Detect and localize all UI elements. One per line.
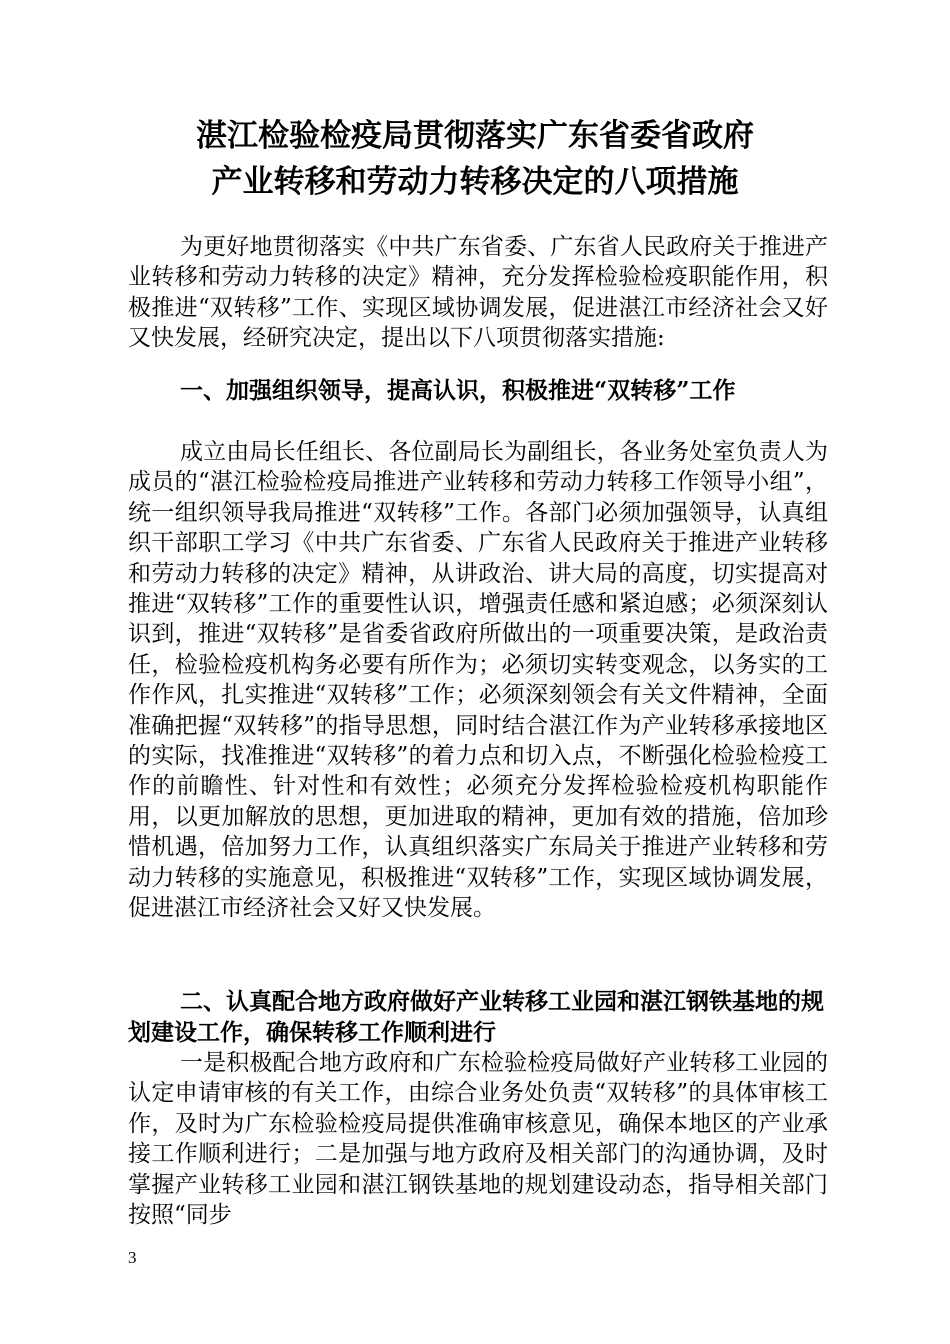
document-title-line-1: 湛江检验检疫局贯彻落实广东省委省政府 [196, 118, 754, 154]
section-1-heading: 一、加强组织领导，提高认识，积极推进“双转移”工作 [180, 377, 736, 404]
section-2-heading: 二、认真配合地方政府做好产业转移工业园和湛江钢铁基地的规划建设工作，确保转移工作顺利进行 [128, 988, 824, 1046]
section-2-body: 一是积极配合地方政府和广东检验检疫局做好产业转移工业园的认定申请审核的有关工作，由综合业务处负责“双转移”的具体审核工作，及时为广东检验检疫局提供准确审核意见，确保本地区的产业承接工作顺利进行；二是加强与地方政府及相关部门的沟通协调，及时掌握产业转移工业园和湛江钢铁基地的规划建设动态，指导相关部门按照“同步 [128, 1050, 828, 1229]
section-1-body: 成立由局长任组长、各位副局长为副组长，各业务处室负责人为成员的“湛江检验检疫局推进产业转移和劳动力转移工作领导小组”，统一组织领导我局推进“双转移”工作。各部门必须加强领导，认真组织干部职工学习《中共广东省委、广东省人民政府关于推进产业转移和劳动力转移的决定》精神，从讲政治、讲大局的高度，切实提高对推进“双转移”工作的重要性认识，增强责任感和紧迫感；必须深刻认识到，推进“双转移”是省委省政府所做出的一项重要决策，是政治责任，检验检疫机构务必要有所作为；必须切实转变观念，以务实的工作作风，扎实推进“双转移”工作；必须深刻领会有关文件精神，全面准确把握“双转移”的指导思想，同时结合湛江作为产业转移承接地区的实际，找准推进“双转移”的着力点和切入点，不断强化检验检疫工作的前瞻性、针对性和有效性；必须充分发挥检验检疫机构职能作用，以更加解放的思想，更加进取的精神，更加有效的措施，倍加珍惜机遇，倍加努力工作，认真组织落实广东局关于推进产业转移和劳动力转移的实施意见，积极推进“双转移”工作，实现区域协调发展，促进湛江市经济社会又好又快发展。 [128, 439, 828, 922]
document-title-line-2: 产业转移和劳动力转移决定的八项措施 [211, 164, 739, 200]
intro-paragraph: 为更好地贯彻落实《中共广东省委、广东省人民政府关于推进产业转移和劳动力转移的决定》精神，充分发挥检验检疫职能作用，积极推进“双转移”工作、实现区域协调发展，促进湛江市经济社会又好又快发展，经研究决定，提出以下八项贯彻落实措施: [128, 234, 828, 352]
page-number: 3 [128, 1248, 137, 1267]
